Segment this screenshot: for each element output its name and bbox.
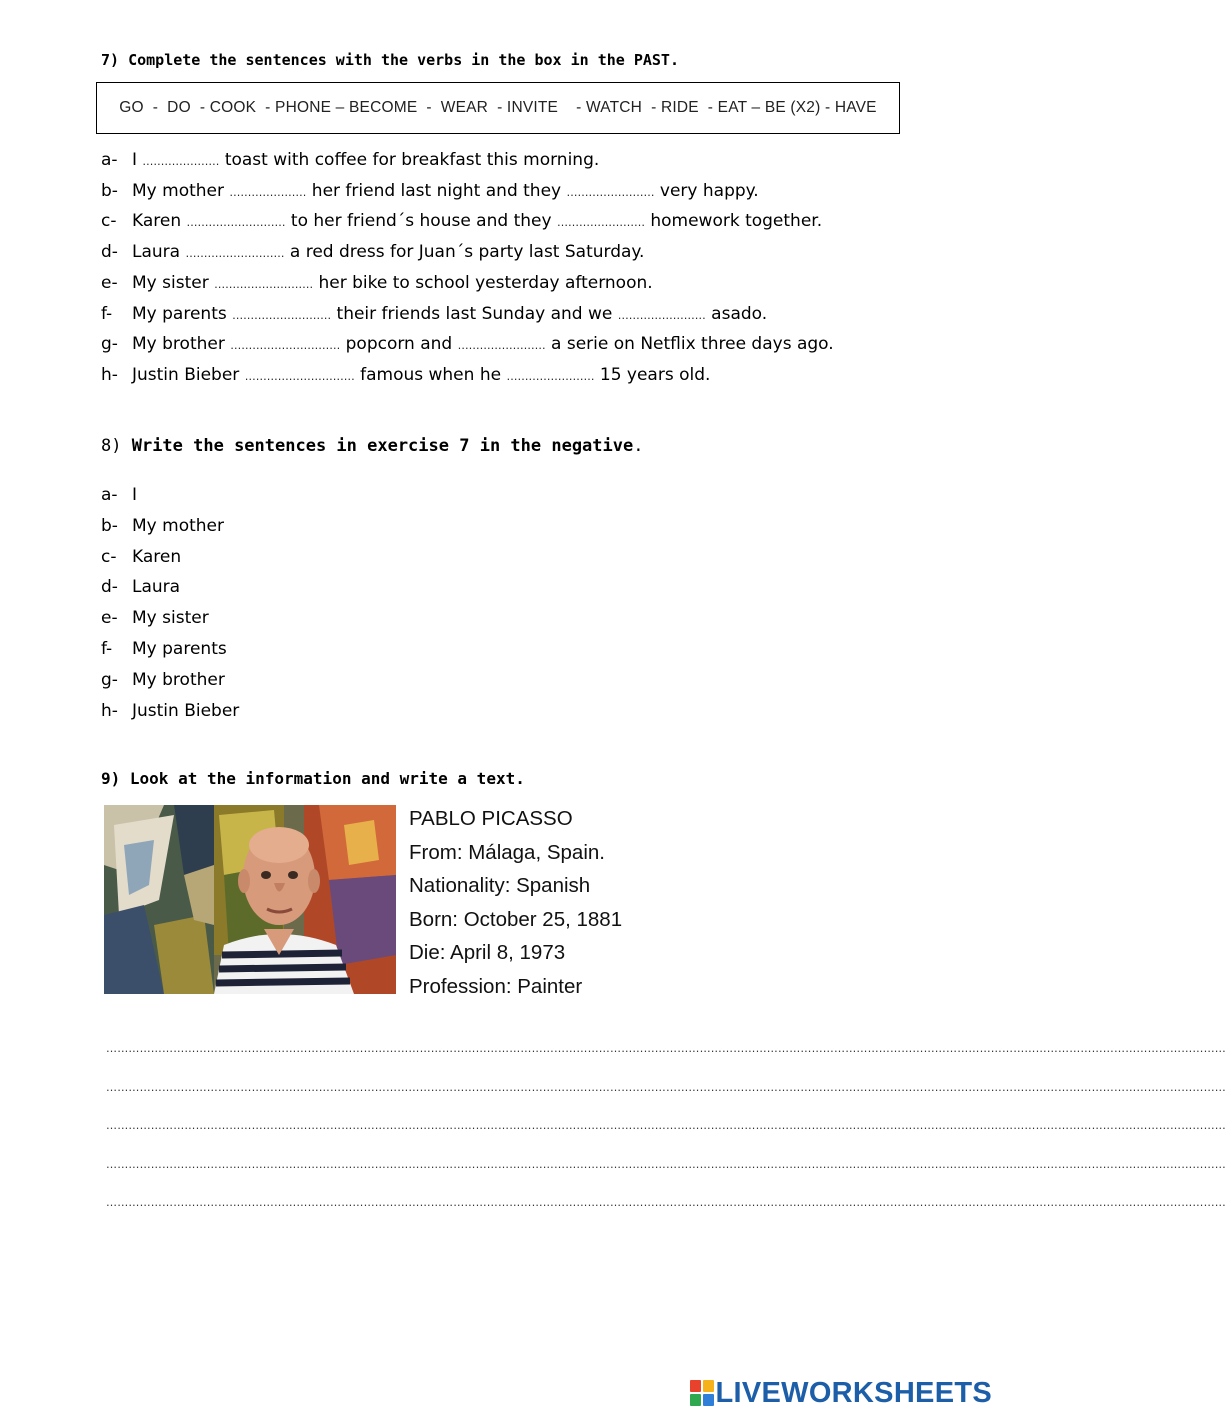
writing-line[interactable]: ………………………………………………………………………………………………………………………………………………………………………………………………………………………………………………………………………… xyxy=(106,1080,1226,1094)
sentence-text: famous when he xyxy=(354,364,507,385)
info-line: PABLO PICASSO xyxy=(409,807,573,830)
verb-box: GO - DO - COOK - PHONE – BECOME - WEAR - INVITE - WATCH - RIDE - EAT – BE (X2) - HAVE xyxy=(96,82,900,134)
sentence-text: a serie on Netflix three days ago. xyxy=(545,334,834,355)
sentence-start: My mother xyxy=(132,515,224,536)
ex8-sentence xyxy=(101,606,209,630)
sentence-letter: e- xyxy=(101,272,118,293)
ex8-heading xyxy=(101,436,643,456)
sentence-letter: h- xyxy=(101,700,118,721)
sentence-start: I xyxy=(132,485,138,505)
ex7-sentence xyxy=(101,148,599,172)
sentence-text: very happy. xyxy=(654,180,759,201)
sentence-text: asado. xyxy=(705,303,768,324)
writing-line[interactable]: ………………………………………………………………………………………………………………………………………………………………………………………………………………………………………………………………………… xyxy=(106,1157,1226,1171)
ex8-heading-text: Write the sentences in exercise 7 in the negative xyxy=(131,436,634,456)
ex8-sentence xyxy=(101,668,225,692)
sentence-text: popcorn and xyxy=(340,334,458,355)
blank-field[interactable]: ……………………… xyxy=(185,247,285,261)
sentence-text: toast with coffee for breakfast this morning. xyxy=(219,150,600,170)
sentence-text: My brother xyxy=(132,334,231,355)
sentence-letter: b- xyxy=(101,180,118,201)
blank-field[interactable]: ……………………… xyxy=(232,308,332,322)
sentence-letter: g- xyxy=(101,669,118,690)
liveworksheets-logo xyxy=(690,1376,993,1410)
info-line: Nationality: Spanish xyxy=(409,874,591,898)
info-line: Profession: Painter xyxy=(409,975,583,998)
blank-field[interactable]: ………………………… xyxy=(230,339,341,353)
sentence-text: I xyxy=(132,150,143,170)
ex8-heading-end: . xyxy=(633,436,644,456)
sentence-text: 15 years old. xyxy=(594,364,711,385)
blank-field[interactable]: …………………… xyxy=(556,216,645,230)
sentence-letter: d- xyxy=(101,577,118,598)
blank-field[interactable]: ……………………… xyxy=(186,216,286,230)
sentence-letter: d- xyxy=(101,242,118,263)
sentence-text: Laura xyxy=(132,242,186,263)
sentence-text: My parents xyxy=(132,303,233,324)
sentence-letter: e- xyxy=(101,608,118,629)
sentence-text: Justin Bieber xyxy=(132,364,245,385)
sentence-letter: f- xyxy=(101,639,113,659)
sentence-letter: h- xyxy=(101,364,118,385)
sentence-start: Laura xyxy=(132,577,181,598)
writing-line[interactable]: ………………………………………………………………………………………………………………………………………………………………………………………………………………………………………………………………………… xyxy=(106,1042,1226,1055)
blank-field[interactable]: …………………… xyxy=(566,185,655,199)
sentence-text: Karen xyxy=(132,211,187,232)
sentence-text: a red dress for Juan´s party last Saturday. xyxy=(284,242,645,263)
liveworksheets-logo-icon xyxy=(690,1380,714,1406)
blank-field[interactable]: ………………… xyxy=(229,185,307,199)
ex7-heading: 7) Complete the sentences with the verbs in the box in the PAST. xyxy=(101,51,679,69)
sentence-letter: a- xyxy=(101,150,118,170)
ex9-heading: 9) Look at the information and write a text. xyxy=(101,769,525,788)
sentence-start: My brother xyxy=(132,669,225,690)
blank-field[interactable]: …………………… xyxy=(506,369,595,383)
sentence-text: her friend last night and they xyxy=(306,180,567,201)
sentence-letter: c- xyxy=(101,211,117,232)
ex8-sentence xyxy=(101,514,224,538)
sentence-letter: a- xyxy=(101,485,118,505)
sentence-letter: b- xyxy=(101,515,118,536)
info-line: From: Málaga, Spain. xyxy=(409,840,605,864)
info-line: Born: October 25, 1881 xyxy=(409,907,623,931)
ex7-sentence xyxy=(101,240,644,264)
ex7-sentence xyxy=(101,363,710,387)
blank-field[interactable]: …………………… xyxy=(457,339,546,353)
ex7-sentence xyxy=(101,209,822,233)
picasso-photo-illustration xyxy=(104,805,396,994)
blank-field[interactable]: ………………………… xyxy=(244,369,355,383)
sentence-start: My sister xyxy=(132,608,209,629)
ex7-sentence xyxy=(101,179,759,203)
writing-line[interactable]: ………………………………………………………………………………………………………………………………………………………………………………………………………………………………………………………………………… xyxy=(106,1119,1226,1132)
sentence-start: Karen xyxy=(132,546,182,567)
sentence-text: to her friend´s house and they xyxy=(285,211,557,232)
sentence-text: My sister xyxy=(132,272,215,293)
ex7-sentence xyxy=(101,332,834,356)
sentence-letter: c- xyxy=(101,546,117,567)
sentence-start: Justin Bieber xyxy=(132,700,240,721)
writing-line[interactable]: ………………………………………………………………………………………………………………………………………………………………………………………………………………………………………………………………………… xyxy=(106,1196,1226,1209)
picasso-photo xyxy=(104,805,396,994)
sentence-text: their friends last Sunday and we xyxy=(331,303,618,324)
sentence-text: My mother xyxy=(132,180,230,201)
sentence-letter: g- xyxy=(101,334,118,355)
ex8-sentence xyxy=(101,699,239,723)
blank-field[interactable]: ………………… xyxy=(142,155,220,168)
sentence-text: homework together. xyxy=(644,211,823,232)
info-line: Die: April 8, 1973 xyxy=(409,941,566,965)
ex8-number: 8) xyxy=(101,436,132,456)
sentence-text: her bike to school yesterday afternoon. xyxy=(313,272,653,293)
ex8-sentence xyxy=(101,483,137,507)
ex7-sentence xyxy=(101,271,653,295)
ex8-sentence xyxy=(101,637,227,661)
sentence-start: My parents xyxy=(132,639,227,659)
blank-field[interactable]: …………………… xyxy=(617,308,706,322)
ex8-sentence xyxy=(101,575,180,599)
sentence-letter: f- xyxy=(101,303,113,324)
ex7-sentence xyxy=(101,302,767,326)
blank-field[interactable]: ……………………… xyxy=(214,277,314,291)
liveworksheets-logo-text: LIVEWORKSHEETS xyxy=(715,1376,992,1409)
ex8-sentence xyxy=(101,545,181,569)
